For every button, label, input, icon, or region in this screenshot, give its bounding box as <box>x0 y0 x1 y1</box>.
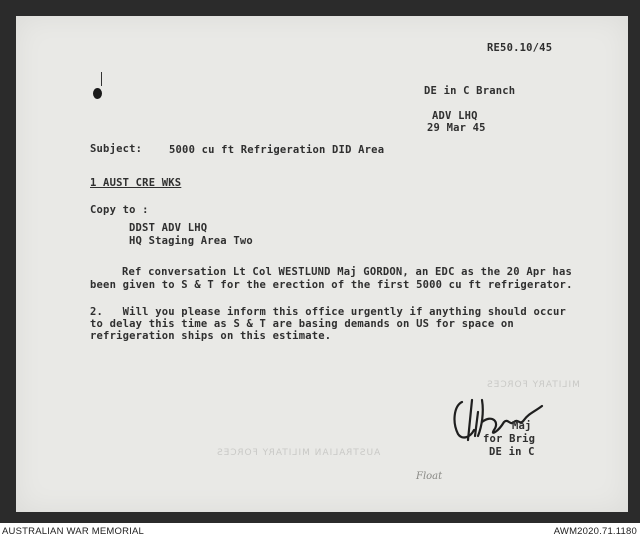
footer-accession-number: AWM2020.71.1180 <box>553 526 637 537</box>
show-through-stamp: MILITARY FORCES <box>486 380 580 390</box>
location: ADV LHQ <box>432 110 478 122</box>
copy-to-item: HQ Staging Area Two <box>129 235 253 247</box>
show-through-stamp: AUSTRALIAN MILITARY FORCES <box>216 448 381 458</box>
for-line: for Brig <box>483 433 536 445</box>
date: 29 Mar 45 <box>427 122 486 134</box>
copy-to-label: Copy to : <box>90 204 149 216</box>
copy-to-item: DDST ADV LHQ <box>129 222 208 234</box>
paragraph-2-line: 2. Will you please inform this office urgently if anything should occur <box>90 306 567 318</box>
paragraph-1-line: been given to S & T for the erection of the first 5000 cu ft refrigerator. <box>90 279 573 291</box>
pin-mark <box>101 72 102 86</box>
paragraph-2-line: to delay this time as S & T are basing demands on US for space on <box>90 318 514 330</box>
from-branch: DE in C Branch <box>424 85 516 97</box>
signature-office: DE in C <box>489 446 535 458</box>
paragraph-1-line: Ref conversation Lt Col WESTLUND Maj GORDON, an EDC as the 20 Apr has <box>122 266 572 278</box>
subject-label: Subject: <box>90 143 143 155</box>
reference-number: RE50.10/45 <box>487 42 553 54</box>
subject: 5000 cu ft Refrigeration DID Area <box>169 144 385 156</box>
punch-hole <box>93 88 102 99</box>
addressee: 1 AUST CRE WKS <box>90 177 182 189</box>
paragraph-2-line: refrigeration ships on this estimate. <box>90 330 332 342</box>
document-page <box>16 16 628 512</box>
pencil-note: Float <box>416 471 443 482</box>
signature-rank: Maj <box>512 420 532 432</box>
footer-institution: AUSTRALIAN WAR MEMORIAL <box>2 526 145 537</box>
